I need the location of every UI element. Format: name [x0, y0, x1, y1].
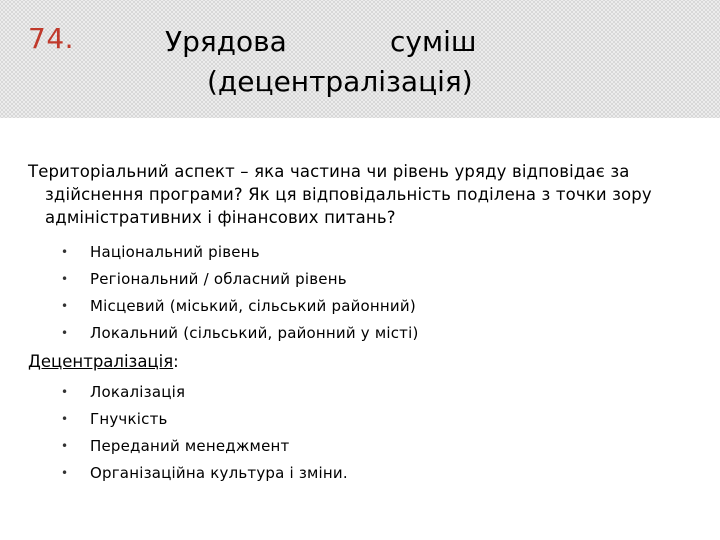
list-item — [28, 239, 688, 266]
list-item-text: Переданий менеджмент — [90, 437, 290, 455]
title-word-1: Урядова — [165, 25, 287, 58]
slide-content — [28, 160, 688, 487]
list-item-text: Місцевий (міський, сільський районний) — [90, 297, 416, 315]
list-item — [28, 320, 688, 347]
list-item — [28, 379, 688, 406]
list-item-text: Регіональний / обласний рівень — [90, 270, 347, 288]
decentralization-heading-colon: : — [173, 352, 179, 371]
list-item — [28, 433, 688, 460]
title-word-2: суміш — [390, 25, 477, 58]
bullet-icon: • — [61, 326, 69, 340]
decentralization-heading — [28, 350, 688, 374]
list-item — [28, 266, 688, 293]
title-line-2: (децентралізація) — [207, 65, 473, 98]
government-levels-list — [28, 239, 688, 347]
list-item — [28, 406, 688, 433]
list-item — [28, 293, 688, 320]
decentralization-heading-text: Децентралізація — [28, 352, 174, 371]
title-line-1 — [165, 22, 477, 62]
list-item-text: Національний рівень — [90, 243, 260, 261]
bullet-icon: • — [61, 439, 69, 453]
bullet-icon: • — [61, 412, 69, 426]
bullet-icon: • — [61, 466, 69, 480]
slide-number: 74. — [28, 22, 75, 55]
decentralization-list — [28, 379, 688, 487]
list-item-text: Організаційна культура і зміни. — [90, 464, 348, 482]
list-item-text: Локальний (сільський, районний у місті) — [90, 324, 419, 342]
bullet-icon: • — [61, 385, 69, 399]
bullet-icon: • — [61, 245, 69, 259]
list-item — [28, 460, 688, 487]
bullet-icon: • — [61, 272, 69, 286]
bullet-icon: • — [61, 299, 69, 313]
list-item-text: Гнучкість — [90, 410, 168, 428]
intro-paragraph: Територіальний аспект – яка частина чи рівень уряду відповідає за здійснення програми? Як ця відповідальність поділена з точки зору адміністративних і фінансових питань? — [28, 162, 652, 227]
list-item-text: Локалізація — [90, 383, 186, 401]
